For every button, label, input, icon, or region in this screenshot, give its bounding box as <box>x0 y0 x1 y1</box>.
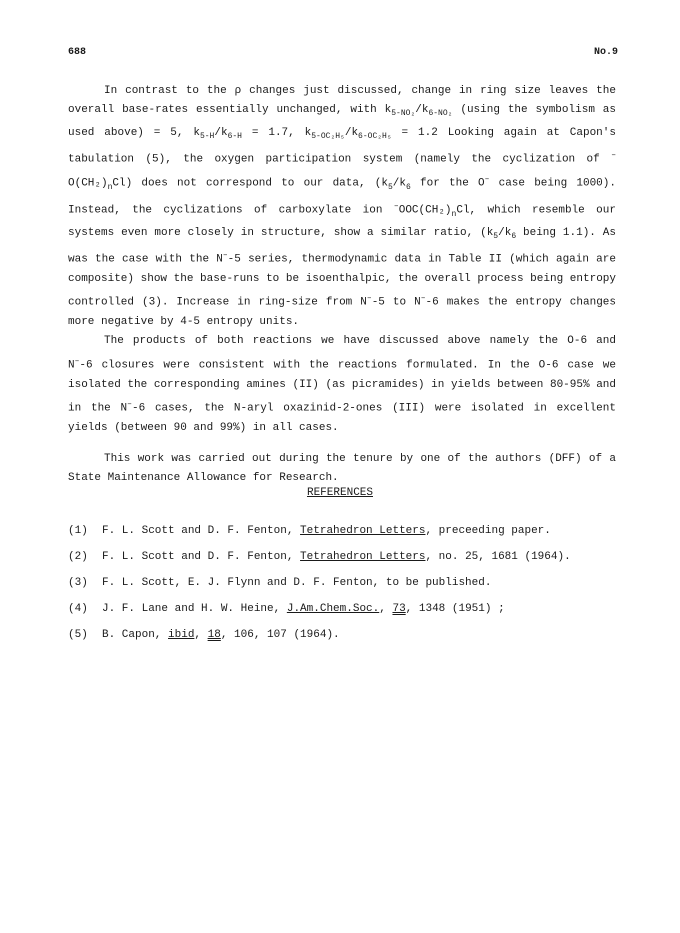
subscript: 5 <box>493 232 499 242</box>
reference-number: (3) <box>68 577 88 589</box>
acknowledgement: This work was carried out during the tenure by one of the authors (DFF) of a State Maintenance Allowance for Research. <box>68 452 616 484</box>
volume-number: 73 <box>392 603 406 615</box>
superscript: – <box>393 201 399 211</box>
reference-item <box>68 547 628 573</box>
subscript: 6-H <box>227 131 242 141</box>
text-span: OOC(CH₂) <box>398 204 452 217</box>
subscript: 5-OC₂H₅ <box>311 131 345 141</box>
text-span: -5 series, thermodynamic data in Table II (which again are composite) show the base-runs to be isoenthalpic, the overall process being entropy controlled (3). Increase in ring-size from N <box>68 253 616 310</box>
subscript: 6-OC₂H₅ <box>358 131 392 141</box>
superscript: – <box>222 251 228 261</box>
subscript: n <box>107 182 113 192</box>
text-span: , <box>379 603 393 615</box>
text-span: -5 to N <box>371 297 421 310</box>
reference-item <box>68 573 628 599</box>
text-span: /k <box>392 177 406 190</box>
text-span: /k <box>498 226 512 239</box>
paragraph-products <box>68 332 616 437</box>
text-span: -6 makes the entropy changes more negative by 4-5 entropy units. <box>68 297 616 329</box>
reference-item <box>68 599 628 625</box>
text-span: being 1.1). As was the case with the N <box>68 226 616 266</box>
text-span: F. L. Scott and D. F. Fenton, <box>102 525 301 537</box>
superscript: – <box>420 294 426 304</box>
text-span: (using the symbolism as used above) = 5, k <box>68 104 616 139</box>
reference-number: (1) <box>68 525 88 537</box>
text-span: for the O <box>410 177 485 190</box>
text-span: , preceeding paper. <box>425 525 551 537</box>
subscript: 6 <box>511 232 517 242</box>
superscript: – <box>74 356 80 366</box>
superscript: – <box>366 294 372 304</box>
text-span: , <box>194 629 208 641</box>
journal-name: Tetrahedron Letters <box>300 525 426 537</box>
subscript: 6 <box>406 182 411 192</box>
text-span: /k <box>415 104 429 117</box>
paragraph-ring-size <box>68 82 616 332</box>
text-span: F. L. Scott and D. F. Fenton, <box>102 551 301 563</box>
text-span: -6 cases, the N-aryl oxazinid-2-ones (III) were isolated in excellent yields (between 90 and 99%) in all cases. <box>68 402 616 434</box>
journal-name: Tetrahedron Letters <box>300 551 426 563</box>
reference-number: (2) <box>68 551 88 563</box>
text-span: The products of both reactions we have discussed above namely the O-6 and N <box>68 335 616 372</box>
reference-item <box>68 521 628 547</box>
reference-text <box>102 547 571 573</box>
subscript: n <box>451 209 457 219</box>
text-span: O(CH₂) <box>68 177 108 190</box>
text-span: case being 1000). Instead, the cyclizations of carboxylate ion <box>68 177 616 217</box>
references-heading: REFERENCES <box>306 487 373 499</box>
superscript: – <box>127 399 132 409</box>
text-span: Cl, which resemble our systems even more closely in structure, show a similar ratio, (k <box>68 204 616 239</box>
journal-name: ibid <box>168 629 195 641</box>
text-span: -6 closures were consistent with the reactions formulated. In the O-6 case we isolated the corresponding amines (II) (as picramides) in yields between 80-95% and in the N <box>68 359 616 415</box>
article-body <box>68 82 616 488</box>
superscript: – <box>611 150 616 160</box>
text-span: In contrast to the ρ changes just discussed, change in ring size leaves the overall base-rates essentially unchanged, with k <box>68 85 616 117</box>
reference-text <box>102 521 551 547</box>
subscript: 5-NO₂ <box>391 109 416 119</box>
text-span: , 106, 107 (1964). <box>220 629 340 641</box>
subscript: 6-NO₂ <box>428 109 453 119</box>
text-span: J. F. Lane and H. W. Heine, <box>102 603 287 615</box>
subscript: 5 <box>387 182 393 192</box>
text-span: , no. 25, 1681 (1964). <box>425 551 571 563</box>
text-span: /k <box>344 126 359 139</box>
text-span: Cl) does not correspond to our data, (k <box>112 177 388 190</box>
text-span: F. L. Scott, E. J. Flynn and D. F. Fenton, to be published. <box>102 577 492 589</box>
issue-number: No.9 <box>593 47 618 58</box>
text-span: /k <box>214 126 228 139</box>
references-list <box>68 521 628 651</box>
reference-text <box>102 573 491 599</box>
reference-text <box>102 599 505 625</box>
reference-item <box>68 625 628 651</box>
reference-text <box>102 625 340 651</box>
superscript: – <box>484 174 490 184</box>
reference-number: (5) <box>68 629 88 641</box>
text-span: B. Capon, <box>102 629 169 641</box>
page-number: 688 <box>68 47 87 58</box>
reference-number: (4) <box>68 603 88 615</box>
journal-name: J.Am.Chem.Soc. <box>286 603 380 615</box>
volume-number: 18 <box>207 629 221 641</box>
text-span: = 1.2 Looking again at Capon's tabulation (5), the oxygen participation system (namely the cyclization of <box>68 126 616 166</box>
subscript: 5-H <box>199 131 215 141</box>
text-span: , 1348 (1951) ; <box>405 603 505 615</box>
text-span: = 1.7, k <box>241 126 312 139</box>
